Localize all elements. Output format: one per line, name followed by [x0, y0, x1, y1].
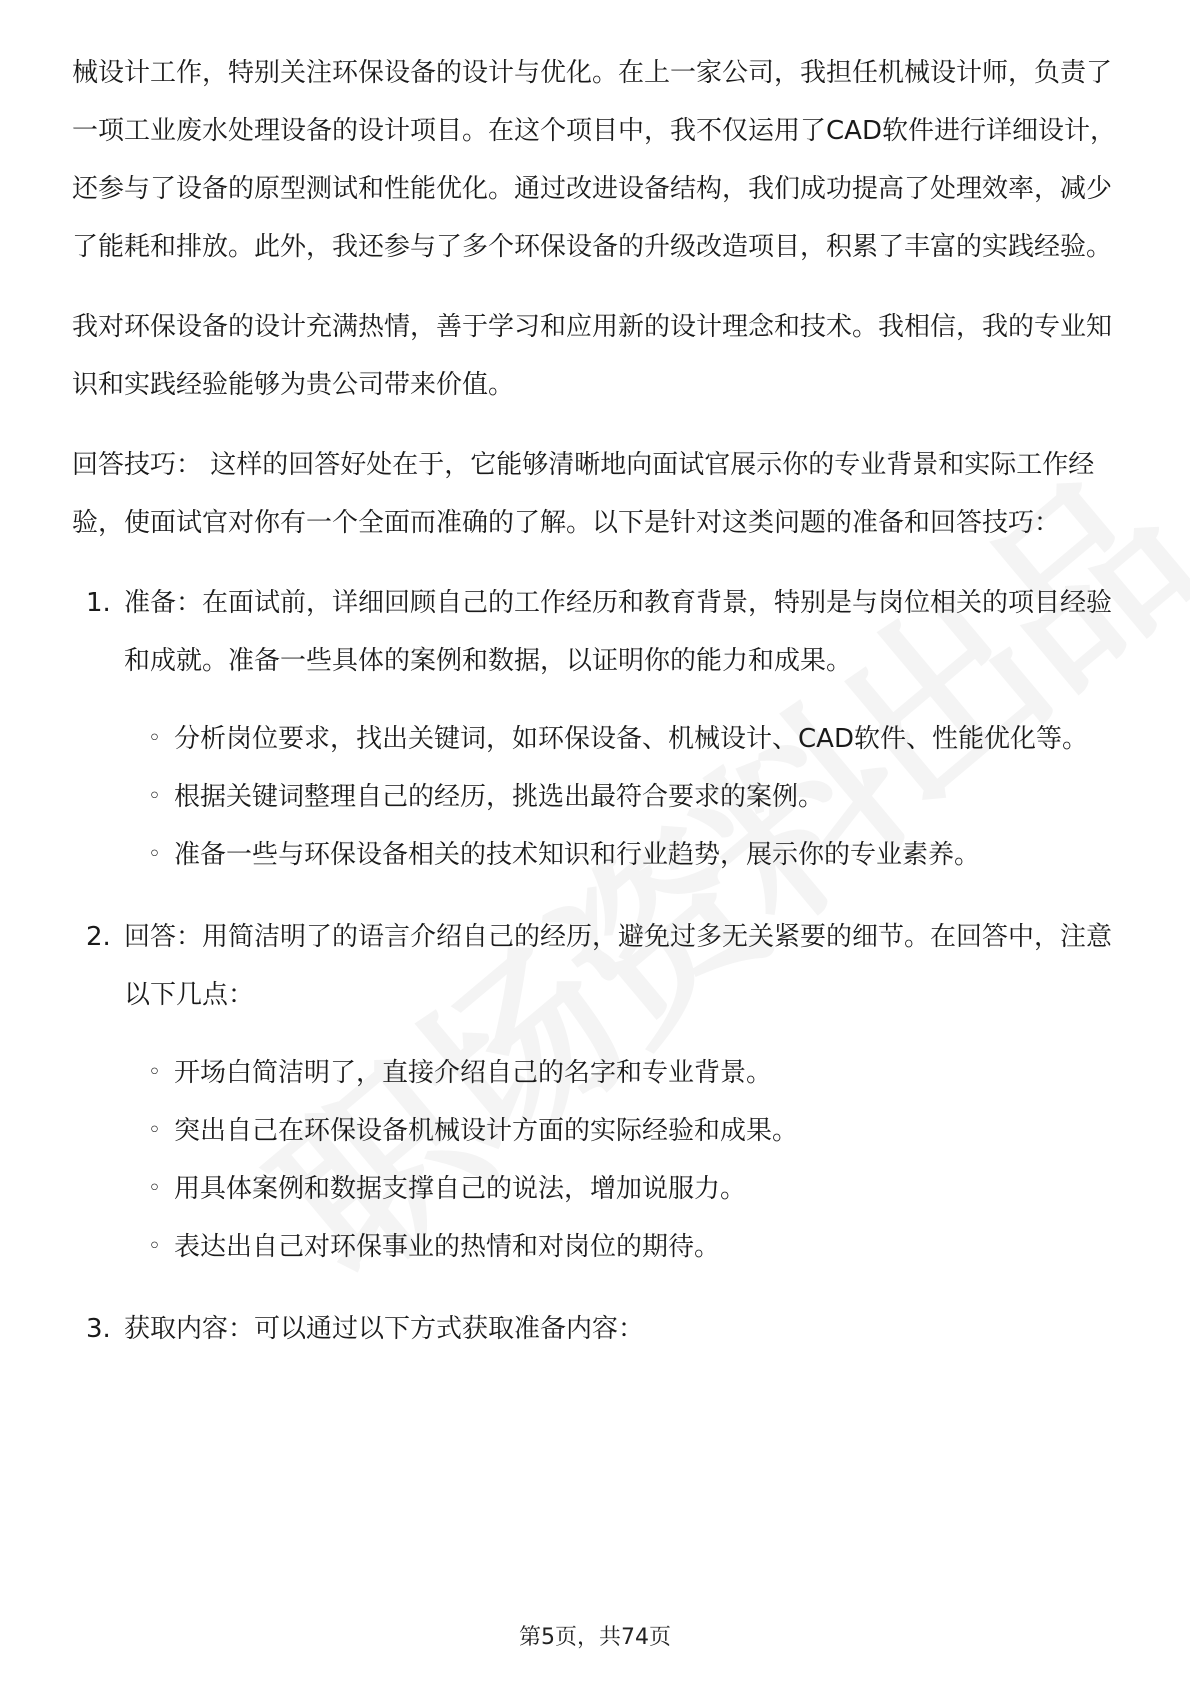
sub-item: [124, 826, 1124, 884]
sub-item-text: 用具体案例和数据支撑自己的说法，增加说服力。: [174, 1174, 747, 1204]
bullet-icon: ◦: [148, 1118, 161, 1143]
sub-item-text: 开场白简洁明了，直接介绍自己的名字和专业背景。: [174, 1058, 773, 1088]
sub-item-text: 根据关键词整理自己的经历，挑选出最符合要求的案例。: [174, 782, 825, 812]
bullet-icon: ◦: [148, 726, 161, 751]
document-body: [72, 44, 1124, 1370]
sub-item-text: 分析岗位要求，找出关键词，如环保设备、机械设计、CAD软件、性能优化等。: [174, 724, 1088, 754]
page-footer: 第5页，共74页: [519, 1625, 671, 1650]
sub-item: [124, 768, 1124, 826]
step-item-get-content: [72, 1300, 1124, 1358]
bullet-icon: ◦: [148, 1060, 161, 1085]
steps-list: [72, 574, 1124, 1358]
paragraph-tips-intro: 回答技巧： 这样的回答好处在于，它能够清晰地向面试官展示你的专业背景和实际工作经验，使面试官对你有一个全面而准确的了解。以下是针对这类问题的准备和回答技巧：: [72, 450, 1095, 538]
sub-item-text: 准备一些与环保设备相关的技术知识和行业趋势，展示你的专业素养。: [174, 840, 981, 870]
step-text: 回答：用简洁明了的语言介绍自己的经历，避免过多无关紧要的细节。在回答中，注意以下几点：: [124, 922, 1113, 1010]
step-text: 获取内容：可以通过以下方式获取准备内容：: [124, 1314, 645, 1344]
sub-item: [124, 1218, 1124, 1276]
sub-item: [124, 1044, 1124, 1102]
sub-list: [124, 710, 1124, 884]
sub-item: [124, 1102, 1124, 1160]
step-item-prepare: [72, 574, 1124, 884]
step-number: 3.: [86, 1314, 111, 1344]
sub-list: [124, 1044, 1124, 1276]
step-number: 2.: [86, 922, 111, 952]
sub-item-text: 突出自己在环保设备机械设计方面的实际经验和成果。: [174, 1116, 799, 1146]
paragraph-experience: 械设计工作，特别关注环保设备的设计与优化。在上一家公司，我担任机械设计师，负责了一项工业废水处理设备的设计项目。在这个项目中，我不仅运用了CAD软件进行详细设计，还参与了设备的原型测试和性能优化。通过改进设备结构，我们成功提高了处理效率，减少了能耗和排放。此外，我还参与了多个环保设备的升级改造项目，积累了丰富的实践经验。: [72, 58, 1116, 262]
sub-item: [124, 1160, 1124, 1218]
paragraph-passion: 我对环保设备的设计充满热情，善于学习和应用新的设计理念和技术。我相信，我的专业知识和实践经验能够为贵公司带来价值。: [72, 312, 1113, 400]
sub-item-text: 表达出自己对环保事业的热情和对岗位的期待。: [174, 1232, 721, 1262]
step-item-answer: [72, 908, 1124, 1276]
bullet-icon: ◦: [148, 1234, 161, 1259]
bullet-icon: ◦: [148, 784, 161, 809]
step-number: 1.: [86, 588, 111, 618]
bullet-icon: ◦: [148, 842, 161, 867]
sub-item: [124, 710, 1124, 768]
bullet-icon: ◦: [148, 1176, 161, 1201]
step-text: 准备：在面试前，详细回顾自己的工作经历和教育背景，特别是与岗位相关的项目经验和成就。准备一些具体的案例和数据，以证明你的能力和成果。: [124, 588, 1113, 676]
